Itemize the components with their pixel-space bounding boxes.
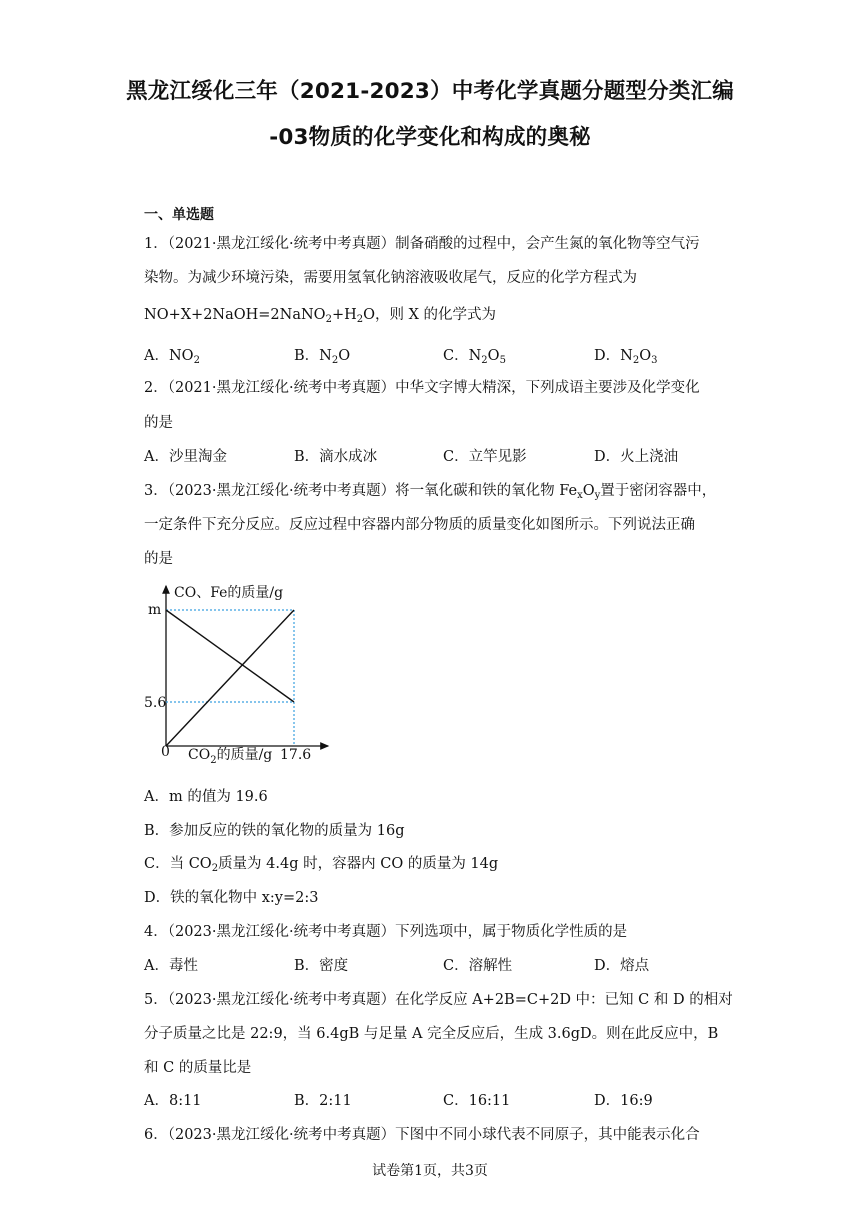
q1-option-c[interactable]: C．$N_2O_5$ [443,348,506,366]
q1-eq-part: NO+X+2NaOH=2NaNO [144,307,326,323]
q4-option-d[interactable]: D．熔点 [594,958,650,974]
q4-option-a[interactable]: A．毒性 [144,958,198,974]
q3-option-b[interactable]: B．参加反应的铁的氧化物的质量为 16g [144,823,405,839]
doc-title-line1: 黑龙江绥化三年（2021-2023）中考化学真题分题型分类汇编 [126,79,734,104]
q1-eq-sub: 2 [325,314,332,325]
doc-title-line2: -03物质的化学变化和构成的奥秘 [269,125,591,150]
q1-equation [144,303,496,325]
q3-option-d[interactable]: D．铁的氧化物中 x:y=2:3 [144,890,319,906]
series-line-2 [166,610,294,746]
q1-option-b[interactable]: B．$N_2O$ [294,348,351,366]
q1-eq-sub: 2 [356,314,364,325]
origin-label: 0 [161,744,170,760]
q1-eq-part: +H [331,307,357,323]
y-tick-label-5-6: 5.6 [144,695,167,711]
q3-option-a[interactable]: A．m 的值为 19.6 [144,789,268,805]
q5-option-c[interactable]: C．16:11 [443,1093,511,1109]
q1-line1: 1．（2021·黑龙江绥化·统考中考真题）制备硝酸的过程中，会产生氮的氧化物等空气污 [144,236,700,252]
q3-option-c[interactable]: C．当 $CO_2$质量为 4.4g 时，容器内 CO 的质量为 14g [144,856,499,874]
q5-option-d[interactable]: D．16:9 [594,1093,653,1109]
q1-option-d[interactable]: D．$N_2O_3$ [594,348,658,366]
q4-option-b[interactable]: B．密度 [294,958,349,974]
q1-eq-part: O，则 X 的化学式为 [363,307,497,323]
chart-series [166,610,294,746]
q3-line1: 3．（2023·黑龙江绥化·统考中考真题）将一氧化碳和铁的氧化物 $Fe_xO_y$置于密闭容器中， [144,483,717,501]
q4-line1: 4．（2023·黑龙江绥化·统考中考真题）下列选项中，属于物质化学性质的是 [144,924,628,940]
q5-option-b[interactable]: B．2:11 [294,1093,352,1109]
y-axis-label: CO、Fe的质量/g [174,585,284,601]
q2-line1: 2．（2021·黑龙江绥化·统考中考真题）中华文字博大精深，下列成语主要涉及化学变化 [144,380,700,396]
y-tick-label-m: m [148,602,162,618]
x-axis-label: $CO_2$的质量/g [188,747,273,766]
q5-line2: 分子质量之比是 22:9，当 6.4gB 与足量 A 完全反应后，生成 3.6gD。则在此反应中，B [144,1026,719,1042]
q6-line1: 6．（2023·黑龙江绥化·统考中考真题）下图中不同小球代表不同原子，其中能表示化合 [144,1127,700,1143]
section-heading: 一、单选题 [144,207,214,223]
q3-line3: 的是 [144,551,173,567]
q2-option-d[interactable]: D．火上浇油 [594,449,679,465]
q2-line2: 的是 [144,415,173,431]
q5-option-a[interactable]: A．8:11 [144,1093,202,1109]
q1-line2: 染物。为减少环境污染，需要用氢氧化钠溶液吸收尾气，反应的化学方程式为 [144,270,637,286]
q4-option-c[interactable]: C．溶解性 [443,958,513,974]
q2-option-c[interactable]: C．立竿见影 [443,449,527,465]
q2-option-a[interactable]: A．沙里淘金 [144,449,227,465]
q2-option-b[interactable]: B．滴水成冰 [294,449,378,465]
q5-line1: 5．（2023·黑龙江绥化·统考中考真题）在化学反应 A+2B=C+2D 中：已知 C 和 D 的相对 [144,992,733,1008]
x-tick-label-17-6: 17.6 [280,747,312,763]
q3-line2: 一定条件下充分反应。反应过程中容器内部分物质的质量变化如图所示。下列说法正确 [144,517,695,533]
q1-option-a[interactable]: A．$NO_2$ [144,348,200,366]
q5-line3: 和 C 的质量比是 [144,1060,252,1076]
series-line-1 [166,610,294,702]
q3-mass-chart [138,578,338,768]
page-footer: 试卷第1页，共3页 [372,1163,488,1179]
